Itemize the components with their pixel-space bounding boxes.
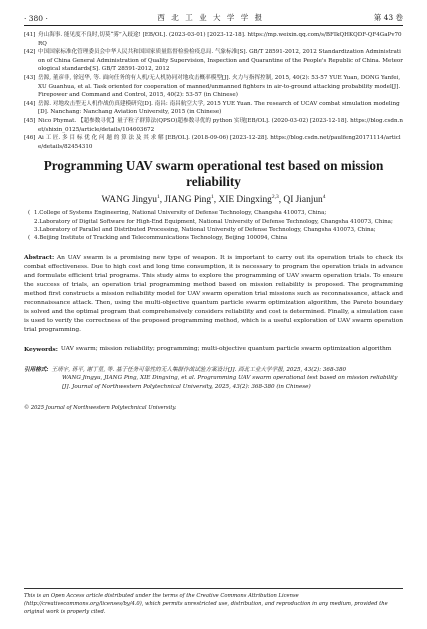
reference-item [24,134,403,151]
reference-number: [43] [24,74,36,81]
affiliation-item [28,209,403,217]
reference-item [24,74,403,100]
author-affiliation-mark: 4 [322,194,326,201]
keywords-text: UAV swarm; mission reliability; programming; multi-objective quantum particle swarm optimization algorithm [60,345,392,352]
reference-text: 中国国家标准化管理委员会中华人民共和国国家质量监督检验检疫总局. 气象标准[S]. GB/T 28591-2012, 2012 Standardization Administration of China General Administration of Quality Supervision, Inspection and Quarantine of the People's Republic of China. Meteorological standards[S]. GB/T 28591-2012, 2012 [38,49,403,73]
abstract [24,253,403,335]
reference-number: [46] [24,135,36,142]
reference-number: [44] [24,100,36,107]
keywords [24,345,403,354]
reference-item [24,48,403,74]
author-name: QI Jianjun [283,195,323,206]
reference-text: Nico Phymat. 【超参数寻优】量子粒子群算法(QPSO)超参数寻优的 python 实现[EB/OL]. (2020-03-02) [2023-12-18]. https://blog.csdn.net/shixin_0125/article/details/104603672 [38,117,403,133]
author-list [24,194,403,205]
affiliation-text: 2.Laboratory of Digital Software for High-End Equipment, National University of Defense Technology, Changsha 410073, China; [34,218,393,225]
running-header [24,0,403,26]
copyright-notice: © 2025 Journal of Northwestern Polytechnical University. [24,405,177,412]
citation-zh: 王靖宇, 蒋平, 谢丁星, 等. 基于任务可靠性的无人集群作战试验方案设计[J]. 西北工业大学学报, 2025, 43(2): 368-380 [51,366,347,373]
reference-text: 岳源. 对地攻击型无人机作战仿真建模研究[D]. 南昌: 南昌航空大学, 2015 YUE Yuan. The research of UCAV combat simulation modeling[D]. Nanchang: Nanchang Aviation University, 2015 (in Chinese) [38,100,400,116]
citation-en: WANG Jingyu, JIANG Ping, XIE Dingxing, et al. Programming UAV swarm operational test based on mission reliability [J]. Journal of Northwestern Polytechnical University, 2025, 43(2): 368-380 (in Chinese) [62,375,398,390]
citation-label: 引用格式: [24,366,49,373]
volume-label: 第 43 卷 [373,13,403,22]
reference-text: 岳源, 董彦非, 徐冠华, 等. 面向任务的有人机/无人机协同对地攻击概率模型[J]. 火力与指挥控制, 2015, 40(2): 53-57 YUE Yuan, DONG Yanfei, XU Guanhua, et al. Task oriented for cooperation of manned/unmanned fighters in air-to-ground attacking probability model[J]. Firepower and Command and Control, 2015, 40(2): 53-57 (in Chinese) [38,74,401,99]
author-separator: , [278,195,284,206]
abstract-label: Abstract: [24,253,55,261]
reference-number: [41] [24,32,36,38]
journal-name: 西 北 工 业 大 学 学 报 [157,13,265,22]
affiliation-bracket: ( [28,235,31,242]
author-name: WANG Jingyu [101,195,157,206]
author-affiliation-mark: 1 [156,194,160,201]
citation-block [24,366,403,392]
reference-list [24,31,403,151]
author-affiliation-mark: 2,3 [271,194,279,201]
affiliation-item [28,234,403,242]
reference-item [24,117,403,134]
author-name: XIE Dingxing [218,195,272,206]
author-separator: , [159,195,165,206]
author-separator: , [213,195,219,206]
affiliation-text: 4.Beijing Institute of Tracking and Telecommunications Technology, Beijing 100094, China [34,235,288,242]
reference-item [24,100,403,117]
abstract-text: An UAV swarm is a promising new type of weapon. It is important to carry out its operation trials to check its combat effectiveness. Due to high cost and long time consumption, it is necessary to program the operation trials in advance and formulate efficient trial programs. This study aims to explore the programming of UAV swarm operation trials. To ensure the success of trials, an operation trial programming method based on mission reliability is proposed. The programming method first constructs a mission reliability model for UAV swarm operation trial missions such as reconnaissance, attack and reconnaissance attack. Then, using the multi-objective quantum particle swarm optimization algorithm, the Pareto boundary is solved and the optimal program that comprehensively considers reliability and cost is determined. Finally, a simulation case is used to verify the correctness of the proposed programming method, which is a useful exploration of UAV swarm operation trial programming. [24,254,404,333]
affiliation-item [28,226,403,234]
author-name: JIANG Ping [164,195,212,206]
reference-number: [42] [24,49,36,56]
reference-item [24,31,403,48]
reference-text: 舟山海事. 能见度不良时,切莫“雾”入歧途! [EB/OL]. (2023-03-01) [2023-12-18]. https://mp.weixin.qq.com/s/BFIkQHKQDF-QF4GaPv70RQ [38,32,402,47]
affiliation-item [28,218,403,226]
reference-number: [45] [24,117,36,124]
affiliation-list [28,209,403,242]
license-notice: This is an Open Access article distributed under the terms of the Creative Commons Attribution License (http://creativecommons.org/licenses/by/4.0), which permits unrestricted use, distribution, and reproduction in any medium, provided the original work is properly cited. [24,588,403,616]
affiliation-text: 3.Laboratory of Parallel and Distributed Processing, National University of Defense Technology, Changsha 410073, China; [34,227,376,234]
reference-text: Ai 工 匠. 多 目 标 优 化 问 题 的 算 法 及 其 求 解 [EB/OL]. (2018-09-06) [2023-12-28]. https://blog.csdn.net/paulfeng20171114/article/details/82454310 [38,135,401,150]
affiliation-text: 1.College of Systems Engineering, National University of Defense Technology, Changsha 410073, China; [34,210,327,217]
paper-title: Programming UAV swarm operational test based on mission reliability [43,158,384,190]
author-affiliation-mark: 1 [211,194,214,201]
citation-zh-row [24,366,403,375]
keywords-label: Keywords: [24,345,58,353]
affiliation-bracket: ( [28,210,31,217]
page-number: · 380 · [24,14,48,23]
